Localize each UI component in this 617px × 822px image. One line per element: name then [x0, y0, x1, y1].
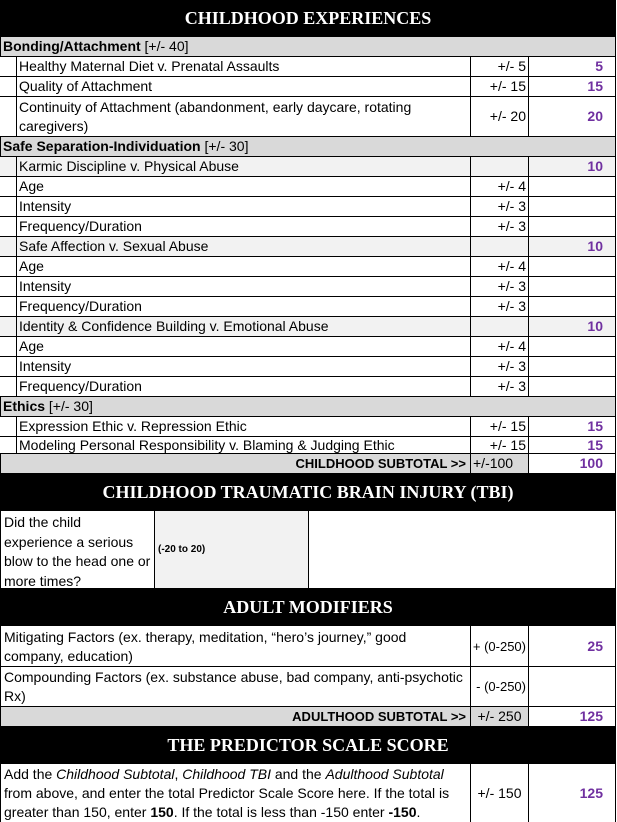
compounding-row: [0, 667, 616, 707]
sub-row: [0, 197, 616, 217]
sub-row: [0, 357, 616, 377]
mitigating-label: Mitigating Factors (ex. therapy, meditation, “hero’s journey,” good company, education): [0, 626, 470, 666]
group-range: [470, 157, 528, 176]
predictor-text-5: . If the total is less than -150 enter: [173, 804, 389, 820]
childhood-subtotal-row: [0, 454, 616, 474]
sub-score-cell[interactable]: [528, 377, 616, 396]
sub-row: [0, 217, 616, 237]
sub-score-cell[interactable]: [528, 277, 616, 296]
adult-subtotal-range: +/- 250: [470, 707, 528, 726]
bonding-item-row: [0, 57, 616, 77]
group-label: Identity & Confidence Building v. Emotional Abuse: [16, 317, 470, 336]
sub-score-cell[interactable]: [528, 257, 616, 276]
tbi-question: Did the child experience a serious blow to the head one or more times?: [0, 511, 154, 588]
predictor-italic-childhood-subtotal: Childhood Subtotal: [56, 766, 175, 782]
sub-range: +/- 3: [470, 377, 528, 396]
item-score-cell[interactable]: 5: [528, 57, 616, 76]
group-label: Safe Affection v. Sexual Abuse: [16, 237, 470, 256]
childhood-experiences-header: CHILDHOOD EXPERIENCES: [0, 0, 616, 37]
childhood-subtotal-value[interactable]: 100: [528, 454, 616, 473]
compounding-score-cell[interactable]: [528, 667, 616, 706]
sub-range: +/- 3: [470, 197, 528, 216]
sub-score-cell[interactable]: [528, 357, 616, 376]
sub-label: Age: [16, 257, 470, 276]
bonding-section-row: [0, 37, 616, 57]
item-range: +/- 15: [470, 417, 528, 436]
sub-range: +/- 3: [470, 277, 528, 296]
separation-group-row: [0, 237, 616, 257]
adult-modifiers-header: ADULT MODIFIERS: [0, 589, 616, 626]
sub-row: [0, 277, 616, 297]
group-score-cell[interactable]: 10: [528, 317, 616, 336]
item-label: Healthy Maternal Diet v. Prenatal Assaults: [16, 57, 470, 76]
item-range: +/- 15: [470, 77, 528, 96]
item-score-cell[interactable]: 15: [528, 77, 616, 96]
predictor-instructions: [0, 764, 470, 822]
sub-row: [0, 337, 616, 357]
ethics-section-row: [0, 397, 616, 417]
sub-range: +/- 4: [470, 177, 528, 196]
separation-section-title: Safe Separation-Individuation: [3, 138, 201, 154]
sub-range: +/- 4: [470, 337, 528, 356]
sub-label: Frequency/Duration: [16, 297, 470, 316]
tbi-row: [0, 511, 616, 589]
item-label: Quality of Attachment: [16, 77, 470, 96]
item-label: Modeling Personal Responsibility v. Blaming & Judging Ethic: [16, 437, 470, 453]
predictor-text-2: ,: [174, 766, 183, 782]
sub-label: Intensity: [16, 277, 470, 296]
sub-label: Age: [16, 177, 470, 196]
item-label: Expression Ethic v. Repression Ethic: [16, 417, 470, 436]
tbi-header: CHILDHOOD TRAUMATIC BRAIN INJURY (TBI): [0, 474, 616, 511]
compounding-range: - (0-250): [470, 667, 528, 706]
predictor-text-3: and the: [270, 766, 326, 782]
item-score-cell[interactable]: 20: [528, 97, 616, 136]
ethics-item-row: [0, 417, 616, 437]
item-score-cell[interactable]: 15: [528, 437, 616, 453]
sub-label: Frequency/Duration: [16, 217, 470, 236]
sub-label: Intensity: [16, 357, 470, 376]
sub-range: +/- 3: [470, 357, 528, 376]
sub-row: [0, 257, 616, 277]
item-range: +/- 20: [470, 97, 528, 136]
childhood-subtotal-label: CHILDHOOD SUBTOTAL >>: [0, 454, 470, 473]
separation-section-row: [0, 137, 616, 157]
childhood-subtotal-range: +/-100: [470, 454, 528, 473]
mitigating-row: [0, 626, 616, 667]
predictor-text-6: .: [416, 804, 421, 820]
sub-row: [0, 177, 616, 197]
tbi-range: (-20 to 20): [154, 511, 308, 588]
item-label: Continuity of Attachment (abandonment, early daycare, rotating caregivers): [16, 97, 470, 136]
item-score-cell[interactable]: 15: [528, 417, 616, 436]
group-score-cell[interactable]: 10: [528, 237, 616, 256]
adult-subtotal-row: [0, 707, 616, 727]
ethics-section-title: Ethics: [3, 398, 46, 414]
predictor-italic-adulthood-subtotal: Adulthood Subtotal: [325, 766, 444, 782]
ethics-section-label: [0, 397, 616, 416]
item-range: +/- 15: [470, 437, 528, 453]
bonding-section-range: [+/- 40]: [144, 38, 189, 54]
bonding-section-label: [0, 37, 616, 56]
sub-range: +/- 3: [470, 217, 528, 236]
sub-score-cell[interactable]: [528, 197, 616, 216]
predictor-bold-minus-150: -150: [388, 804, 417, 820]
sub-score-cell[interactable]: [528, 337, 616, 356]
separation-group-row: [0, 317, 616, 337]
sub-score-cell[interactable]: [528, 297, 616, 316]
compounding-label: Compounding Factors (ex. substance abuse, bad company, anti-psychotic Rx): [0, 667, 470, 706]
adult-subtotal-label: ADULTHOOD SUBTOTAL >>: [0, 707, 470, 726]
predictor-score-cell[interactable]: 125: [528, 764, 616, 822]
ethics-item-row: [0, 437, 616, 454]
group-score-cell[interactable]: 10: [528, 157, 616, 176]
predictor-text-4: from above, and enter the total Predictor Scale Score here. If the total is greater than 150, enter: [4, 785, 450, 820]
predictor-header: THE PREDICTOR SCALE SCORE: [0, 727, 616, 764]
separation-section-range: [+/- 30]: [204, 138, 249, 154]
bonding-item-row: [0, 97, 616, 137]
predictor-text-1: Add the: [4, 766, 57, 782]
bonding-item-row: [0, 77, 616, 97]
bonding-section-title: Bonding/Attachment: [3, 38, 141, 54]
sub-score-cell[interactable]: [528, 217, 616, 236]
mitigating-score-cell[interactable]: 25: [528, 626, 616, 666]
sub-label: Age: [16, 337, 470, 356]
mitigating-range: + (0-250): [470, 626, 528, 666]
predictor-row: [0, 764, 616, 822]
predictor-bold-150: 150: [150, 804, 174, 820]
tbi-score-cell[interactable]: [308, 511, 616, 588]
sub-label: Intensity: [16, 197, 470, 216]
separation-section-label: [0, 137, 616, 156]
sub-range: +/- 3: [470, 297, 528, 316]
sub-row: [0, 297, 616, 317]
group-range: [470, 317, 528, 336]
ethics-section-range: [+/- 30]: [48, 398, 93, 414]
sub-row: [0, 377, 616, 397]
sub-label: Frequency/Duration: [16, 377, 470, 396]
adult-subtotal-value[interactable]: 125: [528, 707, 616, 726]
separation-group-row: [0, 157, 616, 177]
group-range: [470, 237, 528, 256]
predictor-range: +/- 150: [470, 764, 528, 822]
sub-score-cell[interactable]: [528, 177, 616, 196]
predictor-italic-childhood-tbi: Childhood TBI: [182, 766, 271, 782]
sub-range: +/- 4: [470, 257, 528, 276]
item-range: +/- 5: [470, 57, 528, 76]
group-label: Karmic Discipline v. Physical Abuse: [16, 157, 470, 176]
